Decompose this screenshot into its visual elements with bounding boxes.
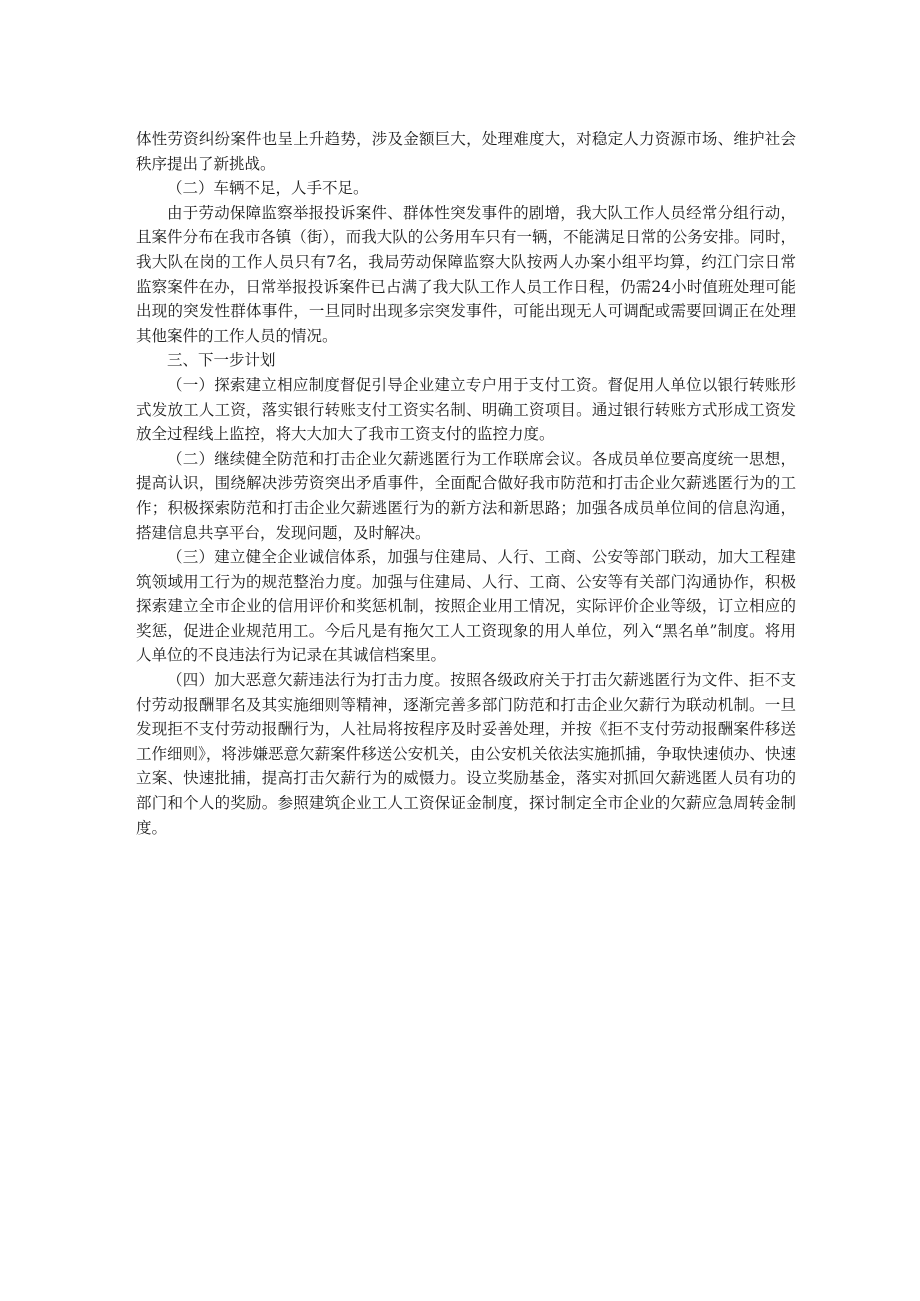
section-heading-next-steps: 三、下一步计划	[167, 351, 276, 370]
paragraph-plan-1: （一）探索建立相应制度督促引导企业建立专户用于支付工资。督促用人单位以银行转账形式发放工人工资，落实银行转账支付工资实名制、明确工资项目。通过银行转账方式形成工资发放全过程线上监控，将大大加大了我市工资支付的监控力度。	[136, 375, 796, 444]
paragraph-plan-4: （四）加大恶意欠薪违法行为打击力度。按照各级政府关于打击欠薪逃匿行为文件、拒不支付劳动报酬罪名及其实施细则等精神，逐渐完善多部门防范和打击企业欠薪行为联动机制。一旦发现拒不支付劳动报酬行为，人社局将按程序及时妥善处理，并按《拒不支付劳动报酬案件移送工作细则》，将涉嫌恶意欠薪案件移送公安机关，由公安机关依法实施抓捕，争取快速侦办、快速立案、快速批捕，提高打击欠薪行为的威慑力。设立奖励基金，落实对抓回欠薪逃匿人员有功的部门和个人的奖励。参照建筑企业工人工资保证金制度，探讨制定全市企业的欠薪应急周转金制度。	[136, 671, 796, 837]
paragraph-plan-3: （三）建立健全企业诚信体系，加强与住建局、人行、工商、公安等部门联动，加大工程建筑领域用工行为的规范整治力度。加强与住建局、人行、工商、公安等有关部门沟通协作，积极探索建立全市企业的信用评价和奖惩机制，按照企业用工情况，实际评价企业等级，订立相应的奖惩，促进企业规范用工。今后凡是有拖欠工人工资现象的用人单位，列入“黑名单”制度。将用人单位的不良违法行为记录在其诚信档案里。	[136, 548, 796, 665]
document-body	[136, 127, 796, 840]
paragraph-continuation: 体性劳资纠纷案件也呈上升趋势，涉及金额巨大，处理难度大，对稳定人力资源市场、维护社会秩序提出了新挑战。	[136, 130, 796, 173]
paragraph-staff-shortage: 由于劳动保障监察举报投诉案件、群体性突发事件的剧增，我大队工作人员经常分组行动，且案件分布在我市各镇（街），而我大队的公务用车只有一辆，不能满足日常的公务安排。同时，我大队在岗的工作人员只有7名，我局劳动保障监察大队按两人办案小组平均算，约江门宗日常监察案件在办，日常举报投诉案件已占满了我大队工作人员工作日程，仍需24小时值班处理可能出现的突发性群体事件，一旦同时出现多宗突发事件，可能出现无人可调配或需要回调正在处理其他案件的工作人员的情况。	[136, 203, 796, 345]
paragraph-plan-2: （二）继续健全防范和打击企业欠薪逃匿行为工作联席会议。各成员单位要高度统一思想，提高认识，围绕解决涉劳资突出矛盾事件，全面配合做好我市防范和打击企业欠薪逃匿行为的工作；积极探索防范和打击企业欠薪逃匿行为的新方法和新思路；加强各成员单位间的信息沟通，搭建信息共享平台，发现问题，及时解决。	[136, 449, 796, 542]
section-heading-vehicles-staff: （二）车辆不足，人手不足。	[167, 179, 369, 198]
